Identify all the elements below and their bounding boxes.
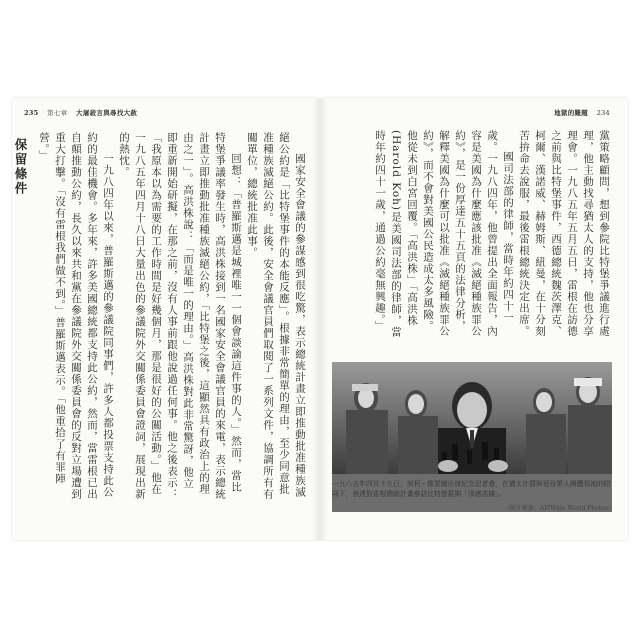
right-page xyxy=(320,98,628,540)
chapter-title: 大屠殺言與尋找大赦 xyxy=(76,109,138,117)
right-body-text xyxy=(332,130,612,342)
section-paragraph-1 xyxy=(0,132,2,500)
chapter-label: 第七章 xyxy=(47,109,68,117)
photo-credit: （圖片來源：AP/Wide World Photos） xyxy=(503,505,614,512)
left-body-text xyxy=(13,132,308,500)
left-paragraph-3: 一九八四年以來，普羅斯邁的參議院同事們，許多人都投票支持此公約的最佳機會。多年來，許多美國總統都支持此公約，然而，當雷根已出自顛推動公約，長久以來共和黨在參議院外交關係委員會的反對立場遭到重大打擊。「沒有雷根我們做不到。」普羅斯邁表示。「他重拾了有罪陣營。」 xyxy=(38,132,114,500)
left-running-head xyxy=(24,108,137,117)
left-page-number: 235 xyxy=(24,109,39,117)
running-title: 地獄的難題 xyxy=(554,109,589,117)
right-page-number: 234 xyxy=(596,109,610,117)
right-paragraph-1: 黨策略顧問，想到參院比特堡爭議進行處理，他主動找尋猶太人的支持，他也分享理會。一九八五年五月五日，雷根在訪德之前與比特堡事件，西德總統魏茨澤克、柯爾、漢諾威、赫姆斯、紐曼，在十分刻苦拚命去說服，最後雷根總統決定出席。 xyxy=(518,130,610,337)
right-paragraph-2: 國司法部的律師，當時年約四十一歲。一九八四年，他曾提出全面報告，內容是美國為什麼應該批准《滅絕種族罪公約》，是一份厚達五十五頁的法律分析，解釋美國為什麼可以批准《滅絕種族罪公約》，而不會對美國公民造成太多風險。他從未到白宮回覆。「高洪株」「高洪株(Harold Koh)是美國司法部的律師，當時年約四十一歲，通過公約毫無興趣。」 xyxy=(374,130,514,338)
photo-caption: 一九八五年四月十九日，埃利・維瑟爾出席紀念記者會，在猶太社群與退役軍人團體領袖的陪同下，表達對雷根總統計畫參訪比特堡墓園「深感悲痛」。 xyxy=(332,480,611,498)
left-page xyxy=(12,98,320,540)
right-running-head xyxy=(554,108,616,117)
section-heading: 保留條件 xyxy=(13,138,28,196)
left-paragraph-2: 回想：「普羅斯邁是城裡唯一一個會談論這件事的人。」然而，當比特堡爭議率發生時，高洪株接到一名國家安全會議官員的來電，表示總統計畫立即推動批准種族滅絕公約，「比特堡之後，這顯然具有政治上的理由之一」。高洪株說：「而是唯一的理由。」高洪株對此非常驚訝，他立即重新開始研擬，在那之前，沒有人事前跟他說過任何事。他之後表示：「我原本以為需要的工作時間是好幾個月，那是很好的公關活動。」他在一九八五年四月十八日大量出色的參議院外交關係委員會證詞，展現出新的熱忱。 xyxy=(118,132,242,500)
book-spread xyxy=(12,98,628,540)
photo-image xyxy=(332,362,612,474)
left-paragraph-1: 國家安全會議的參謀感到很吃驚，表示總統計畫立即推動批准種族滅絕公約是「比特堡事件的本能反應」。根據非常簡單的理由，至少同意批准種族滅絕公約。此後，安全會議官員們取閱了一系列文件，協調所有有關單位，總統批准此事。 xyxy=(246,132,306,500)
